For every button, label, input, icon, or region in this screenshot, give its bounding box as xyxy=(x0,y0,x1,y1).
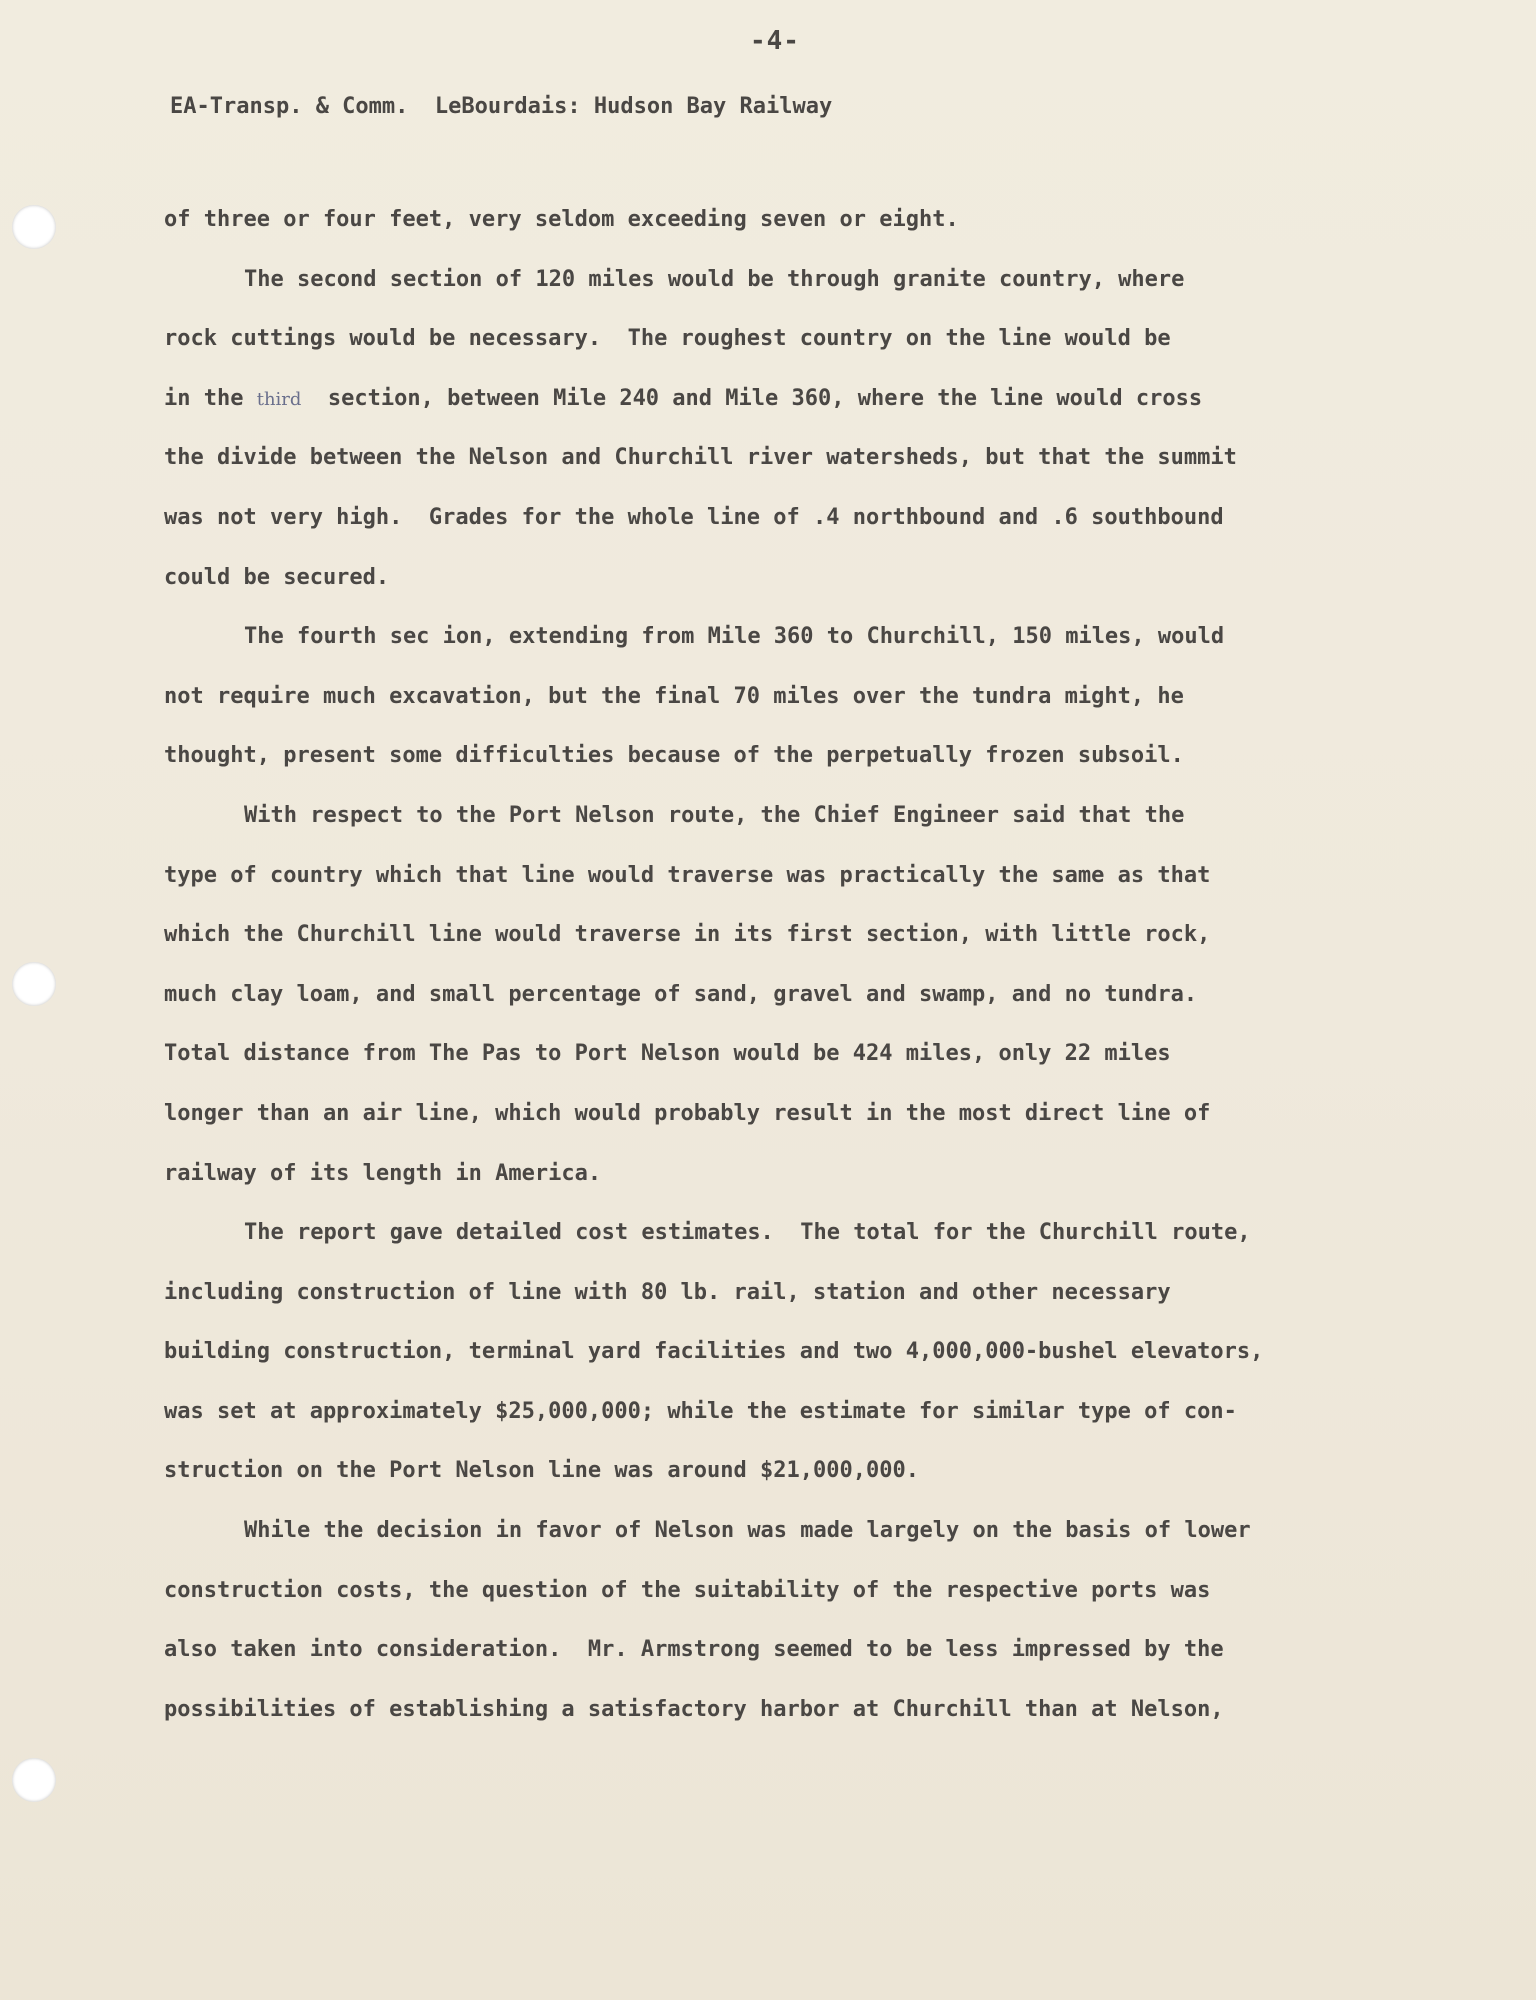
text-line: building construction, terminal yard facilities and two 4,000,000-bushel elevators, xyxy=(164,1339,1264,1365)
paragraph-start-line: The fourth sec ion, extending from Mile 360 to Churchill, 150 miles, would xyxy=(244,624,1225,650)
text-line: which the Churchill line would traverse in its first section, with little rock, xyxy=(164,922,1211,948)
paragraph-start-line: With respect to the Port Nelson route, the Chief Engineer said that the xyxy=(244,802,1185,828)
paragraph-start-line: The report gave detailed cost estimates. The total for the Churchill route, xyxy=(244,1220,1251,1246)
paragraph-start-line: The second section of 120 miles would be through granite country, where xyxy=(244,266,1185,292)
text-line: of three or four feet, very seldom exceeding seven or eight. xyxy=(164,207,959,232)
text-line: thought, present some difficulties because of the perpetually frozen subsoil. xyxy=(164,743,1184,769)
text-line: including construction of line with 80 lb. rail, station and other necessary xyxy=(164,1279,1171,1305)
text-line: was set at approximately $25,000,000; while the estimate for similar type of con- xyxy=(164,1398,1237,1424)
punch-hole-bottom xyxy=(12,1758,56,1802)
text-line: railway of its length in America. xyxy=(164,1160,602,1186)
text-line: longer than an air line, which would probably result in the most direct line of xyxy=(164,1100,1211,1126)
text-line: also taken into consideration. Mr. Armstrong seemed to be less impressed by the xyxy=(164,1637,1224,1663)
text-segment: in the xyxy=(164,385,257,411)
handwritten-insertion: third xyxy=(256,388,302,410)
text-line: was not very high. Grades for the whole line of .4 northbound and .6 southbound xyxy=(164,504,1224,530)
document-body xyxy=(164,205,1424,1754)
punch-hole-middle xyxy=(12,962,56,1006)
text-line: rock cuttings would be necessary. The roughest country on the line would be xyxy=(164,326,1171,352)
text-line: struction on the Port Nelson line was around $21,000,000. xyxy=(164,1458,919,1484)
text-line-with-handwritten-insert xyxy=(164,384,1424,444)
text-line: much clay loam, and small percentage of sand, gravel and swamp, and no tundra. xyxy=(164,981,1198,1007)
text-line: could be secured. xyxy=(164,564,390,590)
running-header: EA-Transp. & Comm. LeBourdais: Hudson Bay Railway xyxy=(170,94,833,119)
text-line: Total distance from The Pas to Port Nelson would be 424 miles, only 22 miles xyxy=(164,1041,1171,1067)
text-line: type of country which that line would traverse was practically the same as that xyxy=(164,862,1211,888)
paragraph-start-line: While the decision in favor of Nelson was made largely on the basis of lower xyxy=(244,1518,1251,1544)
text-line: possibilities of establishing a satisfactory harbor at Churchill than at Nelson, xyxy=(164,1696,1224,1722)
page-number: -4- xyxy=(750,26,800,56)
punch-hole-top xyxy=(12,205,56,249)
text-line: construction costs, the question of the suitability of the respective ports was xyxy=(164,1577,1211,1603)
text-segment: section, between Mile 240 and Mile 360, where the line would cross xyxy=(301,385,1203,411)
text-line: not require much excavation, but the final 70 miles over the tundra might, he xyxy=(164,683,1184,709)
text-line: the divide between the Nelson and Churchill river watersheds, but that the summit xyxy=(164,445,1237,471)
